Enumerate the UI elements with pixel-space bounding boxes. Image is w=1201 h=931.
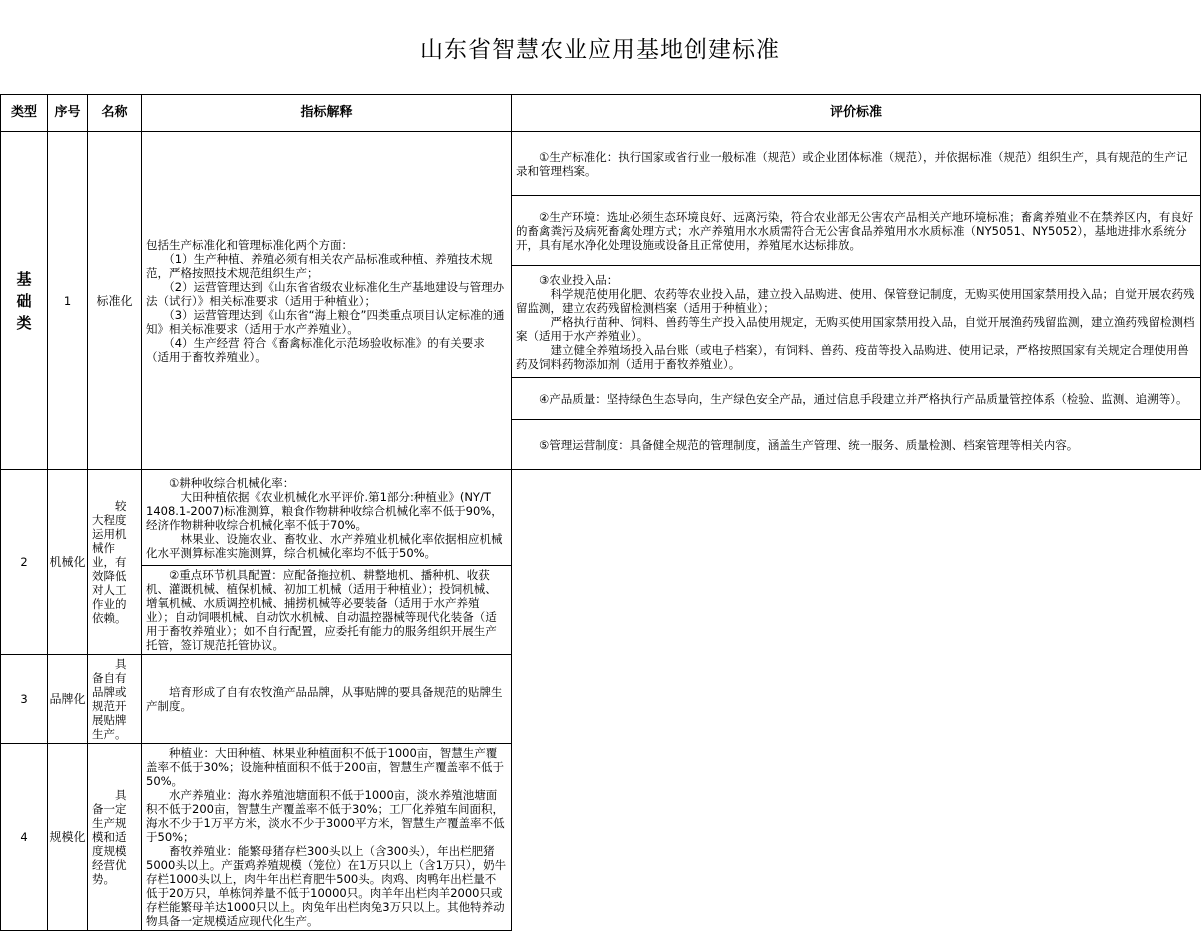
row-explanation: 包括生产标准化和管理标准化两个方面： （1）生产种植、养殖必须有相关农产品标准或种植、养殖技术规范，严格按照技术规范组织生产； （2）运营管理达到《山东省省级农业标准化生产基地建设与管理办法（试行）》相关标准要求（适用于种植业）； （3）运营管理达到《山东省“海上粮仓”四类重点项目认定标准的通知》相关标准要求（适用于水产养殖业）。 （4）生产经营 符合《畜禽标准化示范场验收标准》的有关要求（适用于畜牧养殖业）。	[142, 132, 512, 470]
row-explanation: 具备自有品牌或规范开展贴牌生产。	[88, 655, 142, 744]
row-name: 品牌化	[48, 655, 88, 744]
table-row	[1, 470, 1201, 566]
standard-item: 培育形成了自有农牧渔产品品牌，从事贴牌的要具备规范的贴牌生产制度。	[142, 655, 512, 744]
row-name: 机械化	[48, 470, 88, 655]
header-name: 名称	[88, 95, 142, 132]
standard-item: ③农业投入品： 科学规范使用化肥、农药等农业投入品，建立投入品购进、使用、保管登记制度，无购买使用国家禁用投入品；自觉开展农药残留监测，建立农药残留检测档案（适用于种植业）； 严格执行苗种、饲料、兽药等生产投入品使用规定，无购买使用国家禁用投入品，自觉开展渔药残留监测，建立渔药残留检测档案（适用于水产养殖业）。 建立健全养殖场投入品台账（或电子档案），有饲料、兽药、疫苗等投入品购进、使用记录，严格按照国家有关规定合理使用兽药及饲料药物添加剂（适用于畜牧养殖业）。	[512, 266, 1201, 378]
row-number: 4	[1, 744, 48, 931]
header-row	[1, 95, 1201, 132]
table-row	[1, 132, 1201, 196]
standard-item: 种植业：大田种植、林果业种植面积不低于1000亩，智慧生产覆盖率不低于30%；设施种植面积不低于200亩，智慧生产覆盖率不低于50%。 水产养殖业：海水养殖池塘面积不低于1000亩，淡水养殖池塘面积不低于200亩，智慧生产覆盖率不低于30%；工厂化养殖车间面积，海水不少于1万平方米，淡水不少于3000平方米，智慧生产覆盖率不低于50%； 畜牧养殖业：能繁母猪存栏300头以上（含300头），年出栏肥猪5000头以上。产蛋鸡养殖规模（笼位）在1万只以上（含1万只），奶牛存栏1000头以上，肉牛年出栏育肥牛500头。肉鸡、肉鸭年出栏量不低于20万只，单栋饲养量不低于10000只。肉羊年出栏肉羊2000只或存栏能繁母羊达1000只以上。肉兔年出栏肉兔3万只以上。其他特养动物具备一定规模适应现代化生产。	[142, 744, 512, 931]
row-name: 规模化	[48, 744, 88, 931]
standard-item: ①生产标准化：执行国家或省行业一般标准（规范）或企业团体标准（规范），并依据标准（规范）组织生产，具有规范的生产记录和管理档案。	[512, 132, 1201, 196]
row-number: 3	[1, 655, 48, 744]
row-number: 2	[1, 470, 48, 655]
standard-item: ⑤管理运营制度：具备健全规范的管理制度，涵盖生产管理、统一服务、质量检测、档案管理等相关内容。	[512, 420, 1201, 470]
table-row	[1, 655, 1201, 744]
table-row	[1, 744, 1201, 931]
table-row	[1, 566, 1201, 655]
header-type: 类型	[1, 95, 48, 132]
row-explanation: 较大程度运用机械作业，有效降低对人工作业的依赖。	[88, 470, 142, 655]
row-explanation: 具备一定生产规模和适度规模经营优势。	[88, 744, 142, 931]
row-name: 标准化	[88, 132, 142, 470]
standard-item: ②生产环境：选址必须生态环境良好、远离污染，符合农业部无公害农产品相关产地环境标准；畜禽养殖业不在禁养区内，有良好的畜禽粪污及病死畜禽处理方式；水产养殖用水水质需符合无公害食品养殖用水水质标准（NY5051、NY5052），基地进排水系统分开，具有尾水净化处理设施或设备且正常使用，养殖尾水达标排放。	[512, 196, 1201, 266]
header-standard: 评价标准	[512, 95, 1201, 132]
header-num: 序号	[48, 95, 88, 132]
header-explanation: 指标解释	[142, 95, 512, 132]
standards-table	[0, 94, 1201, 931]
page-title: 山东省智慧农业应用基地创建标准	[420, 36, 780, 63]
standard-item: ①耕种收综合机械化率： 大田种植依据《农业机械化水平评价.第1部分:种植业》(NY/T 1408.1-2007)标准测算，粮食作物耕种收综合机械化率不低于90%，经济作物耕种收综合机械化率不低于70%。 林果业、设施农业、畜牧业、水产养殖业机械化率依据相应机械化水平测算标准实施测算，综合机械化率均不低于50%。	[142, 470, 512, 566]
category-cell: 基 础 类	[1, 132, 48, 470]
standard-item: ②重点环节机具配置：应配备拖拉机、耕整地机、播种机、收获机、灌溉机械、植保机械、初加工机械（适用于种植业）；投饲机械、增氧机械、水质调控机械、捕捞机械等必要装备（适用于水产养殖业）；自动饲喂机械、自动饮水机械、自动温控器械等现代化装备（适用于畜牧养殖业）；如不自行配置，应委托有能力的服务组织开展生产托管，签订规范托管协议。	[142, 566, 512, 655]
row-number: 1	[48, 132, 88, 470]
standard-item: ④产品质量：坚持绿色生态导向，生产绿色安全产品，通过信息手段建立并严格执行产品质量管控体系（检验、监测、追溯等）。	[512, 378, 1201, 420]
